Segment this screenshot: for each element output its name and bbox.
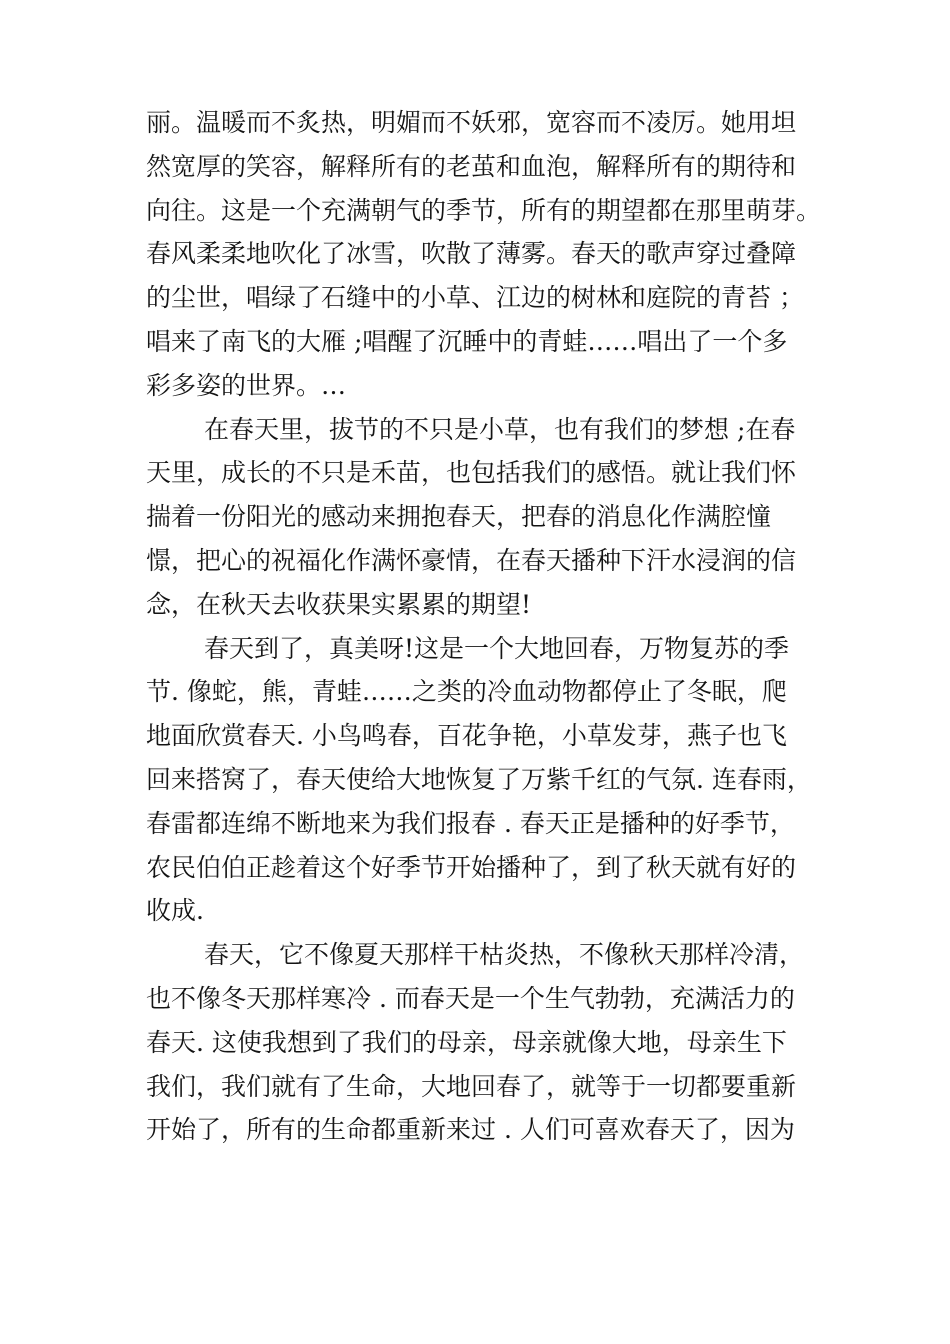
text-line: 农民伯伯正趁着这个好季节开始播种了，到了秋天就有好的 [146,852,797,882]
paragraph-4 [146,933,811,1152]
paragraph-2 [146,408,811,627]
text-line: 地面欣赏春天. 小鸟鸣春，百花争艳，小草发芽，燕子也飞 [146,721,787,751]
text-line: 念，在秋天去收获果实累累的期望! [146,589,532,619]
text-line: 的尘世，唱绿了石缝中的小草、江边的树林和庭院的青苔 ； [146,283,804,313]
text-line: 天里，成长的不只是禾苗，也包括我们的感悟。就让我们怀 [146,458,797,488]
text-line: 丽。温暖而不炙热，明媚而不妖邪，宽容而不凌厉。她用坦 [146,108,797,137]
text-line: 节. 像蛇，熊，青蛙……之类的冷血动物都停止了冬眠，爬 [146,677,787,707]
text-line: 春风柔柔地吹化了冰雪，吹散了薄雾。春天的歌声穿过叠障 [146,239,797,269]
text-line: 揣着一份阳光的感动来拥抱春天，把春的消息化作满腔憧 [146,502,772,532]
document-body [146,101,822,1152]
text-line: 收成. [146,896,204,926]
text-line: 春天，它不像夏天那样干枯炎热，不像秋天那样冷清， [204,940,805,970]
text-line: 唱来了南飞的大雁 ;唱醒了沉睡中的青蛙……唱出了一个多 [146,326,788,356]
text-line: 在春天里，拔节的不只是小草，也有我们的梦想 ;在春 [204,414,796,444]
paragraph-1 [146,101,822,408]
text-line: 回来搭窝了，春天使给大地恢复了万紫千红的气氛. 连春雨， [146,764,812,794]
text-line: 开始了，所有的生命都重新来过 . 人们可喜欢春天了，因为 [146,1115,795,1145]
paragraph-3 [146,627,811,934]
text-line: 也不像冬天那样寒冷 . 而春天是一个生气勃勃，充满活力的 [146,983,795,1013]
text-line: 憬，把心的祝福化作满怀豪情，在春天播种下汗水浸润的信 [146,545,797,575]
text-line: 春雷都连绵不断地来为我们报春 . 春天正是播种的好季节， [146,808,795,838]
text-line: 春天到了，真美呀!这是一个大地回春，万物复苏的季 [204,633,790,663]
text-line: 春天. 这使我想到了我们的母亲，母亲就像大地，母亲生下 [146,1027,787,1057]
text-line: 然宽厚的笑容，解释所有的老茧和血泡，解释所有的期待和 [146,151,797,181]
text-line: 彩多姿的世界。… [146,370,347,400]
text-line: 向往。这是一个充满朝气的季节，所有的期望都在那里萌芽。 [146,195,822,225]
text-line: 我们，我们就有了生命，大地回春了，就等于一切都要重新 [146,1071,797,1101]
